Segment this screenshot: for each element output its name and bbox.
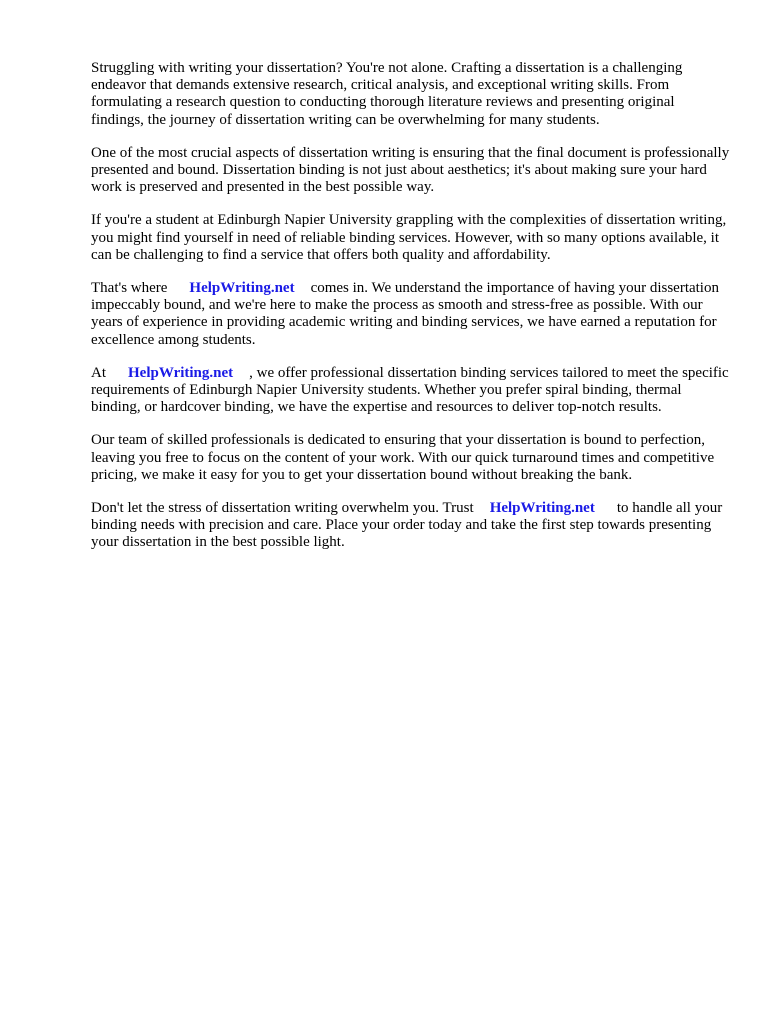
- helpwriting-link[interactable]: HelpWriting.net: [489, 500, 595, 517]
- paragraph-5-lead-text: At: [91, 364, 106, 381]
- document-body: [91, 60, 731, 568]
- paragraph-4: [91, 280, 731, 349]
- paragraph-5-body-text: , we offer professional dissertation binding services tailored to meet the specific requirements of Edinburgh Napier University students. Whether you prefer spiral binding, thermal binding, or hardcover binding, we have the expertise and resources to deliver top-notch results.: [91, 364, 729, 416]
- paragraph-3: If you're a student at Edinburgh Napier University grappling with the complexities of dissertation writing, you might find yourself in need of reliable binding services. However, with so many options available, it can be challenging to find a service that offers both quality and affordability.: [91, 212, 727, 263]
- paragraph-2: One of the most crucial aspects of dissertation writing is ensuring that the final document is professionally presented and bound. Dissertation binding is not just about aesthetics; it's about making sure your hard work is preserved and presented in the best possible way.: [91, 144, 730, 196]
- paragraph-1: Struggling with writing your dissertation? You're not alone. Crafting a dissertation is a challenging endeavor that demands extensive research, critical analysis, and exceptional writing skills. From formulating a research question to conducting thorough literature reviews and presenting original findings, the journey of dissertation writing can be overwhelming for many students.: [91, 60, 683, 128]
- paragraph-7-body-text: to handle all your binding needs with precision and care. Place your order today and take the first step towards presenting your dissertation in the best possible light.: [91, 500, 723, 551]
- paragraph-5: [91, 365, 731, 417]
- helpwriting-link[interactable]: HelpWriting.net: [128, 364, 234, 381]
- helpwriting-link[interactable]: HelpWriting.net: [189, 280, 295, 297]
- paragraph-7-lead-text: Don't let the stress of dissertation writing overwhelm you. Trust: [91, 500, 474, 517]
- paragraph-6: Our team of skilled professionals is dedicated to ensuring that your dissertation is bound to perfection, leaving you free to focus on the content of your work. With our quick turnaround times and competitive pricing, we make it easy for you to get your dissertation bound without breaking the bank.: [91, 432, 715, 483]
- paragraph-4-lead-text: That's where: [91, 280, 168, 297]
- paragraph-4-body-text: comes in. We understand the importance of having your dissertation impeccably bound, and we're here to make the process as smooth and stress-free as possible. With our years of experience in providing academic writing and binding services, we have earned a reputation for excellence among students.: [91, 280, 719, 348]
- paragraph-7: [91, 500, 731, 552]
